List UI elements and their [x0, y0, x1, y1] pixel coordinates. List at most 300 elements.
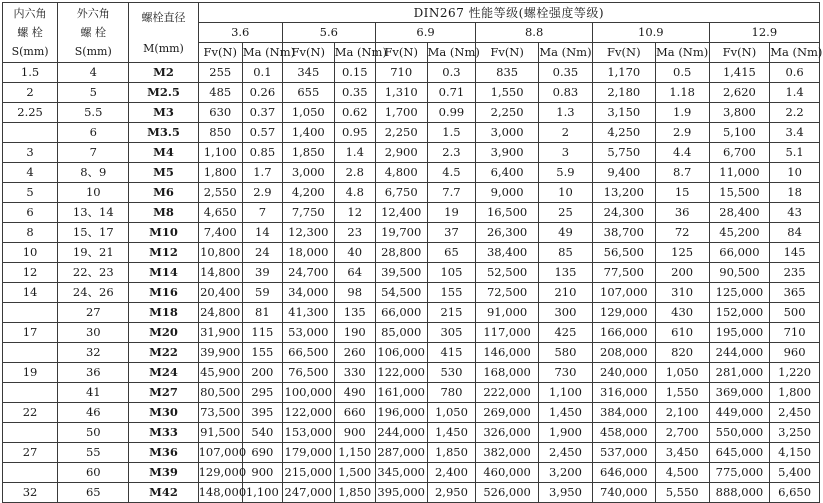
- fv-value-cell: 146,000: [476, 343, 539, 363]
- ma-value-cell: 5,400: [770, 463, 820, 483]
- ma-value-cell: 4,150: [770, 443, 820, 463]
- fv-value-cell: 2,250: [375, 123, 427, 143]
- fv-value-cell: 287,000: [375, 443, 427, 463]
- bolt-diameter-cell: M8: [129, 203, 198, 223]
- ma-value-cell: 430: [655, 303, 709, 323]
- ma-value-cell: 2.9: [655, 123, 709, 143]
- ma-value-cell: 1,850: [427, 443, 476, 463]
- fv-value-cell: 129,000: [198, 463, 242, 483]
- ma-value-cell: 25: [538, 203, 592, 223]
- ma-value-cell: 295: [242, 383, 282, 403]
- ma-value-cell: 3,200: [538, 463, 592, 483]
- ma-value-cell: 2.9: [242, 183, 282, 203]
- bolt-strength-table-container: [2, 2, 823, 503]
- table-row: [3, 423, 820, 443]
- ma-value-cell: 1,220: [770, 363, 820, 383]
- ma-value-cell: 900: [334, 423, 375, 443]
- external-hex-header: [58, 3, 129, 63]
- ma-value-cell: 780: [427, 383, 476, 403]
- table-row: [3, 403, 820, 423]
- fv-value-cell: 4,200: [282, 183, 334, 203]
- fv-value-cell: 3,000: [476, 123, 539, 143]
- fv-value-cell: 1,400: [282, 123, 334, 143]
- external-hex-header-line2: 螺 栓: [80, 26, 107, 39]
- fv-value-cell: 3,150: [592, 103, 655, 123]
- ma-value-cell: 23: [334, 223, 375, 243]
- bolt-diameter-header-line3: M(mm): [143, 41, 184, 55]
- external-hex-size-cell: 4: [58, 63, 129, 83]
- external-hex-size-cell: 10: [58, 183, 129, 203]
- bolt-diameter-header-line1: 螺栓直径: [141, 10, 186, 24]
- ma-value-cell: 580: [538, 343, 592, 363]
- fv-value-cell: 244,000: [709, 343, 770, 363]
- external-hex-size-cell: 60: [58, 463, 129, 483]
- bolt-diameter-cell: M18: [129, 303, 198, 323]
- ma-value-cell: 65: [427, 243, 476, 263]
- ma-value-cell: 125: [655, 243, 709, 263]
- table-row: [3, 243, 820, 263]
- ma-value-cell: 500: [770, 303, 820, 323]
- fv-value-cell: 3,800: [709, 103, 770, 123]
- external-hex-size-cell: 27: [58, 303, 129, 323]
- fv-value-cell: 10,800: [198, 243, 242, 263]
- fv-value-cell: 208,000: [592, 343, 655, 363]
- ma-value-cell: 1,850: [334, 483, 375, 503]
- ma-value-cell: 0.1: [242, 63, 282, 83]
- fv-value-cell: 382,000: [476, 443, 539, 463]
- hex-socket-size-cell: 32: [3, 483, 58, 503]
- hex-socket-size-cell: 4: [3, 163, 58, 183]
- fv-value-cell: 129,000: [592, 303, 655, 323]
- ma-header: Ma (Nm): [655, 43, 709, 63]
- ma-value-cell: 0.83: [538, 83, 592, 103]
- table-row: [3, 483, 820, 503]
- ma-value-cell: 3.4: [770, 123, 820, 143]
- hex-socket-header-line3: S(mm): [11, 45, 49, 58]
- fv-value-cell: 53,000: [282, 323, 334, 343]
- bolt-diameter-cell: M10: [129, 223, 198, 243]
- fv-value-cell: 77,500: [592, 263, 655, 283]
- fv-value-cell: 645,000: [709, 443, 770, 463]
- ma-value-cell: 85: [538, 243, 592, 263]
- hex-socket-size-cell: 5: [3, 183, 58, 203]
- external-hex-header-line1: 外六角: [76, 7, 110, 20]
- ma-value-cell: 2,950: [427, 483, 476, 503]
- ma-value-cell: 3,250: [770, 423, 820, 443]
- ma-value-cell: 4.8: [334, 183, 375, 203]
- fv-value-cell: 38,400: [476, 243, 539, 263]
- fv-value-cell: 222,000: [476, 383, 539, 403]
- fv-value-cell: 5,100: [709, 123, 770, 143]
- header-row-title: [3, 3, 820, 23]
- fv-value-cell: 12,300: [282, 223, 334, 243]
- fv-value-cell: 152,000: [709, 303, 770, 323]
- fv-value-cell: 26,300: [476, 223, 539, 243]
- ma-value-cell: 3,950: [538, 483, 592, 503]
- fv-value-cell: 39,500: [375, 263, 427, 283]
- table-row: [3, 463, 820, 483]
- ma-value-cell: 200: [655, 263, 709, 283]
- fv-value-cell: 41,300: [282, 303, 334, 323]
- fv-value-cell: 11,000: [709, 163, 770, 183]
- fv-value-cell: 13,200: [592, 183, 655, 203]
- ma-value-cell: 1,450: [427, 423, 476, 443]
- table-row: [3, 83, 820, 103]
- ma-value-cell: 0.99: [427, 103, 476, 123]
- ma-value-cell: 3: [538, 143, 592, 163]
- ma-value-cell: 135: [538, 263, 592, 283]
- fv-value-cell: 91,500: [198, 423, 242, 443]
- ma-value-cell: 365: [770, 283, 820, 303]
- external-hex-size-cell: 65: [58, 483, 129, 503]
- ma-value-cell: 0.3: [427, 63, 476, 83]
- hex-socket-size-cell: [3, 463, 58, 483]
- fv-value-cell: 20,400: [198, 283, 242, 303]
- external-hex-size-cell: 13、14: [58, 203, 129, 223]
- table-row: [3, 283, 820, 303]
- fv-value-cell: 5,750: [592, 143, 655, 163]
- ma-value-cell: 1.4: [334, 143, 375, 163]
- hex-socket-size-cell: 2: [3, 83, 58, 103]
- fv-value-cell: 52,500: [476, 263, 539, 283]
- external-hex-header-line3: S(mm): [74, 45, 112, 58]
- fv-header: Fv(N): [476, 43, 539, 63]
- ma-value-cell: 49: [538, 223, 592, 243]
- ma-value-cell: 1,100: [538, 383, 592, 403]
- fv-value-cell: 345: [282, 63, 334, 83]
- performance-grade-title: DIN267 性能等级(螺栓强度等级): [198, 3, 819, 23]
- hex-socket-size-cell: 2.25: [3, 103, 58, 123]
- bolt-diameter-cell: M2.5: [129, 83, 198, 103]
- ma-value-cell: 115: [242, 323, 282, 343]
- ma-value-cell: 84: [770, 223, 820, 243]
- fv-value-cell: 550,000: [709, 423, 770, 443]
- ma-header: Ma (Nm): [770, 43, 820, 63]
- hex-socket-size-cell: 12: [3, 263, 58, 283]
- ma-value-cell: 2.2: [770, 103, 820, 123]
- fv-value-cell: 66,000: [375, 303, 427, 323]
- fv-value-cell: 34,000: [282, 283, 334, 303]
- hex-socket-size-cell: 6: [3, 203, 58, 223]
- hex-socket-size-cell: 17: [3, 323, 58, 343]
- hex-socket-size-cell: 1.5: [3, 63, 58, 83]
- ma-value-cell: 2,450: [538, 443, 592, 463]
- ma-value-cell: 0.85: [242, 143, 282, 163]
- ma-value-cell: 1,150: [334, 443, 375, 463]
- ma-value-cell: 5.9: [538, 163, 592, 183]
- fv-value-cell: 655: [282, 83, 334, 103]
- hex-socket-size-cell: [3, 423, 58, 443]
- ma-value-cell: 2.3: [427, 143, 476, 163]
- external-hex-size-cell: 22、23: [58, 263, 129, 283]
- bolt-diameter-cell: M33: [129, 423, 198, 443]
- ma-value-cell: 820: [655, 343, 709, 363]
- ma-value-cell: 260: [334, 343, 375, 363]
- fv-value-cell: 526,000: [476, 483, 539, 503]
- table-row: [3, 443, 820, 463]
- hex-socket-header: [3, 3, 58, 63]
- fv-value-cell: 215,000: [282, 463, 334, 483]
- fv-value-cell: 326,000: [476, 423, 539, 443]
- fv-value-cell: 1,100: [198, 143, 242, 163]
- fv-value-cell: 4,250: [592, 123, 655, 143]
- fv-value-cell: 7,750: [282, 203, 334, 223]
- fv-value-cell: 16,500: [476, 203, 539, 223]
- fv-value-cell: 66,000: [709, 243, 770, 263]
- fv-value-cell: 537,000: [592, 443, 655, 463]
- ma-value-cell: 0.57: [242, 123, 282, 143]
- fv-value-cell: 1,550: [476, 83, 539, 103]
- table-row: [3, 223, 820, 243]
- table-row: [3, 323, 820, 343]
- fv-value-cell: 281,000: [709, 363, 770, 383]
- ma-value-cell: 1,500: [334, 463, 375, 483]
- hex-socket-header-line1: 内六角: [13, 7, 47, 20]
- ma-value-cell: 305: [427, 323, 476, 343]
- ma-value-cell: 59: [242, 283, 282, 303]
- hex-socket-size-cell: 27: [3, 443, 58, 463]
- fv-value-cell: 73,500: [198, 403, 242, 423]
- fv-value-cell: 269,000: [476, 403, 539, 423]
- grade-12-9: 12.9: [709, 23, 819, 43]
- ma-value-cell: 0.37: [242, 103, 282, 123]
- ma-value-cell: 1,450: [538, 403, 592, 423]
- ma-value-cell: 660: [334, 403, 375, 423]
- ma-value-cell: 200: [242, 363, 282, 383]
- ma-value-cell: 1,100: [242, 483, 282, 503]
- fv-header: Fv(N): [198, 43, 242, 63]
- ma-value-cell: 0.62: [334, 103, 375, 123]
- table-row: [3, 303, 820, 323]
- ma-value-cell: 0.26: [242, 83, 282, 103]
- hex-socket-size-cell: 10: [3, 243, 58, 263]
- bolt-diameter-cell: M6: [129, 183, 198, 203]
- bolt-diameter-cell: M22: [129, 343, 198, 363]
- ma-value-cell: 610: [655, 323, 709, 343]
- bolt-diameter-cell: M5: [129, 163, 198, 183]
- fv-value-cell: 9,400: [592, 163, 655, 183]
- grade-6-9: 6.9: [375, 23, 475, 43]
- fv-header: Fv(N): [592, 43, 655, 63]
- ma-value-cell: 4,500: [655, 463, 709, 483]
- bolt-strength-table: [2, 2, 823, 503]
- fv-value-cell: 369,000: [709, 383, 770, 403]
- ma-value-cell: 710: [770, 323, 820, 343]
- bolt-diameter-cell: M30: [129, 403, 198, 423]
- fv-value-cell: 122,000: [282, 403, 334, 423]
- hex-socket-size-cell: [3, 343, 58, 363]
- bolt-diameter-cell: M2: [129, 63, 198, 83]
- ma-value-cell: 98: [334, 283, 375, 303]
- ma-header: Ma (Nm): [538, 43, 592, 63]
- fv-value-cell: 28,800: [375, 243, 427, 263]
- fv-value-cell: 6,400: [476, 163, 539, 183]
- bolt-diameter-cell: M3: [129, 103, 198, 123]
- ma-value-cell: 235: [770, 263, 820, 283]
- ma-value-cell: 145: [770, 243, 820, 263]
- ma-value-cell: 395: [242, 403, 282, 423]
- ma-value-cell: 0.95: [334, 123, 375, 143]
- external-hex-size-cell: 41: [58, 383, 129, 403]
- fv-value-cell: 1,700: [375, 103, 427, 123]
- ma-value-cell: 4.4: [655, 143, 709, 163]
- grade-8-8: 8.8: [476, 23, 593, 43]
- external-hex-size-cell: 5.5: [58, 103, 129, 123]
- fv-value-cell: 76,500: [282, 363, 334, 383]
- table-body: [3, 63, 820, 503]
- ma-value-cell: 0.35: [538, 63, 592, 83]
- ma-value-cell: 900: [242, 463, 282, 483]
- fv-value-cell: 12,400: [375, 203, 427, 223]
- ma-value-cell: 8.7: [655, 163, 709, 183]
- fv-value-cell: 54,500: [375, 283, 427, 303]
- table-row: [3, 163, 820, 183]
- fv-value-cell: 24,300: [592, 203, 655, 223]
- ma-value-cell: 39: [242, 263, 282, 283]
- ma-value-cell: 190: [334, 323, 375, 343]
- table-row: [3, 143, 820, 163]
- fv-value-cell: 2,550: [198, 183, 242, 203]
- ma-value-cell: 1,550: [655, 383, 709, 403]
- fv-value-cell: 91,000: [476, 303, 539, 323]
- fv-value-cell: 2,180: [592, 83, 655, 103]
- grade-3-6: 3.6: [198, 23, 282, 43]
- ma-value-cell: 1,050: [427, 403, 476, 423]
- ma-value-cell: 1.7: [242, 163, 282, 183]
- hex-socket-size-cell: 19: [3, 363, 58, 383]
- fv-value-cell: 19,700: [375, 223, 427, 243]
- fv-value-cell: 39,900: [198, 343, 242, 363]
- fv-value-cell: 9,000: [476, 183, 539, 203]
- fv-value-cell: 646,000: [592, 463, 655, 483]
- fv-value-cell: 244,000: [375, 423, 427, 443]
- ma-value-cell: 0.35: [334, 83, 375, 103]
- ma-value-cell: 5,550: [655, 483, 709, 503]
- fv-value-cell: 18,000: [282, 243, 334, 263]
- fv-value-cell: 316,000: [592, 383, 655, 403]
- external-hex-size-cell: 19、21: [58, 243, 129, 263]
- hex-socket-size-cell: [3, 383, 58, 403]
- fv-value-cell: 6,700: [709, 143, 770, 163]
- ma-value-cell: 330: [334, 363, 375, 383]
- table-row: [3, 363, 820, 383]
- fv-value-cell: 835: [476, 63, 539, 83]
- fv-value-cell: 56,500: [592, 243, 655, 263]
- external-hex-size-cell: 32: [58, 343, 129, 363]
- ma-value-cell: 1,900: [538, 423, 592, 443]
- table-row: [3, 183, 820, 203]
- fv-value-cell: 14,800: [198, 263, 242, 283]
- fv-value-cell: 45,200: [709, 223, 770, 243]
- ma-value-cell: 2,700: [655, 423, 709, 443]
- fv-value-cell: 85,000: [375, 323, 427, 343]
- ma-value-cell: 19: [427, 203, 476, 223]
- ma-value-cell: 155: [427, 283, 476, 303]
- fv-value-cell: 72,500: [476, 283, 539, 303]
- fv-value-cell: 166,000: [592, 323, 655, 343]
- ma-value-cell: 1.4: [770, 83, 820, 103]
- fv-value-cell: 1,050: [282, 103, 334, 123]
- fv-value-cell: 775,000: [709, 463, 770, 483]
- bolt-diameter-cell: M14: [129, 263, 198, 283]
- bolt-diameter-header: [129, 3, 198, 63]
- ma-value-cell: 0.6: [770, 63, 820, 83]
- external-hex-size-cell: 7: [58, 143, 129, 163]
- hex-socket-size-cell: 22: [3, 403, 58, 423]
- fv-value-cell: 458,000: [592, 423, 655, 443]
- fv-value-cell: 485: [198, 83, 242, 103]
- ma-value-cell: 64: [334, 263, 375, 283]
- fv-value-cell: 148,000: [198, 483, 242, 503]
- ma-value-cell: 14: [242, 223, 282, 243]
- bolt-diameter-cell: M42: [129, 483, 198, 503]
- ma-value-cell: 105: [427, 263, 476, 283]
- fv-value-cell: 107,000: [198, 443, 242, 463]
- fv-value-cell: 45,900: [198, 363, 242, 383]
- fv-value-cell: 107,000: [592, 283, 655, 303]
- bolt-diameter-cell: M20: [129, 323, 198, 343]
- ma-value-cell: 10: [770, 163, 820, 183]
- ma-value-cell: 1,800: [770, 383, 820, 403]
- ma-value-cell: 18: [770, 183, 820, 203]
- ma-value-cell: 24: [242, 243, 282, 263]
- fv-value-cell: 106,000: [375, 343, 427, 363]
- hex-socket-size-cell: 14: [3, 283, 58, 303]
- ma-value-cell: 40: [334, 243, 375, 263]
- fv-header: Fv(N): [375, 43, 427, 63]
- fv-value-cell: 4,650: [198, 203, 242, 223]
- table-row: [3, 343, 820, 363]
- fv-value-cell: 395,000: [375, 483, 427, 503]
- ma-value-cell: 1.3: [538, 103, 592, 123]
- fv-value-cell: 195,000: [709, 323, 770, 343]
- bolt-diameter-cell: M3.5: [129, 123, 198, 143]
- ma-value-cell: 1.9: [655, 103, 709, 123]
- external-hex-size-cell: 36: [58, 363, 129, 383]
- fv-value-cell: 247,000: [282, 483, 334, 503]
- fv-value-cell: 168,000: [476, 363, 539, 383]
- fv-value-cell: 153,000: [282, 423, 334, 443]
- ma-value-cell: 7.7: [427, 183, 476, 203]
- ma-value-cell: 37: [427, 223, 476, 243]
- ma-value-cell: 15: [655, 183, 709, 203]
- fv-value-cell: 630: [198, 103, 242, 123]
- external-hex-size-cell: 8、9: [58, 163, 129, 183]
- ma-value-cell: 2: [538, 123, 592, 143]
- fv-value-cell: 31,900: [198, 323, 242, 343]
- hex-socket-size-cell: [3, 303, 58, 323]
- external-hex-size-cell: 46: [58, 403, 129, 423]
- external-hex-size-cell: 55: [58, 443, 129, 463]
- table-row: [3, 263, 820, 283]
- ma-value-cell: 36: [655, 203, 709, 223]
- external-hex-size-cell: 15、17: [58, 223, 129, 243]
- fv-value-cell: 117,000: [476, 323, 539, 343]
- fv-value-cell: 345,000: [375, 463, 427, 483]
- fv-header: Fv(N): [282, 43, 334, 63]
- fv-value-cell: 4,800: [375, 163, 427, 183]
- ma-value-cell: 215: [427, 303, 476, 323]
- hex-socket-size-cell: [3, 123, 58, 143]
- ma-value-cell: 2,100: [655, 403, 709, 423]
- fv-value-cell: 28,400: [709, 203, 770, 223]
- bolt-diameter-cell: M24: [129, 363, 198, 383]
- fv-value-cell: 850: [198, 123, 242, 143]
- grade-5-6: 5.6: [282, 23, 375, 43]
- fv-value-cell: 449,000: [709, 403, 770, 423]
- ma-value-cell: 0.15: [334, 63, 375, 83]
- ma-header: Ma (Nm): [334, 43, 375, 63]
